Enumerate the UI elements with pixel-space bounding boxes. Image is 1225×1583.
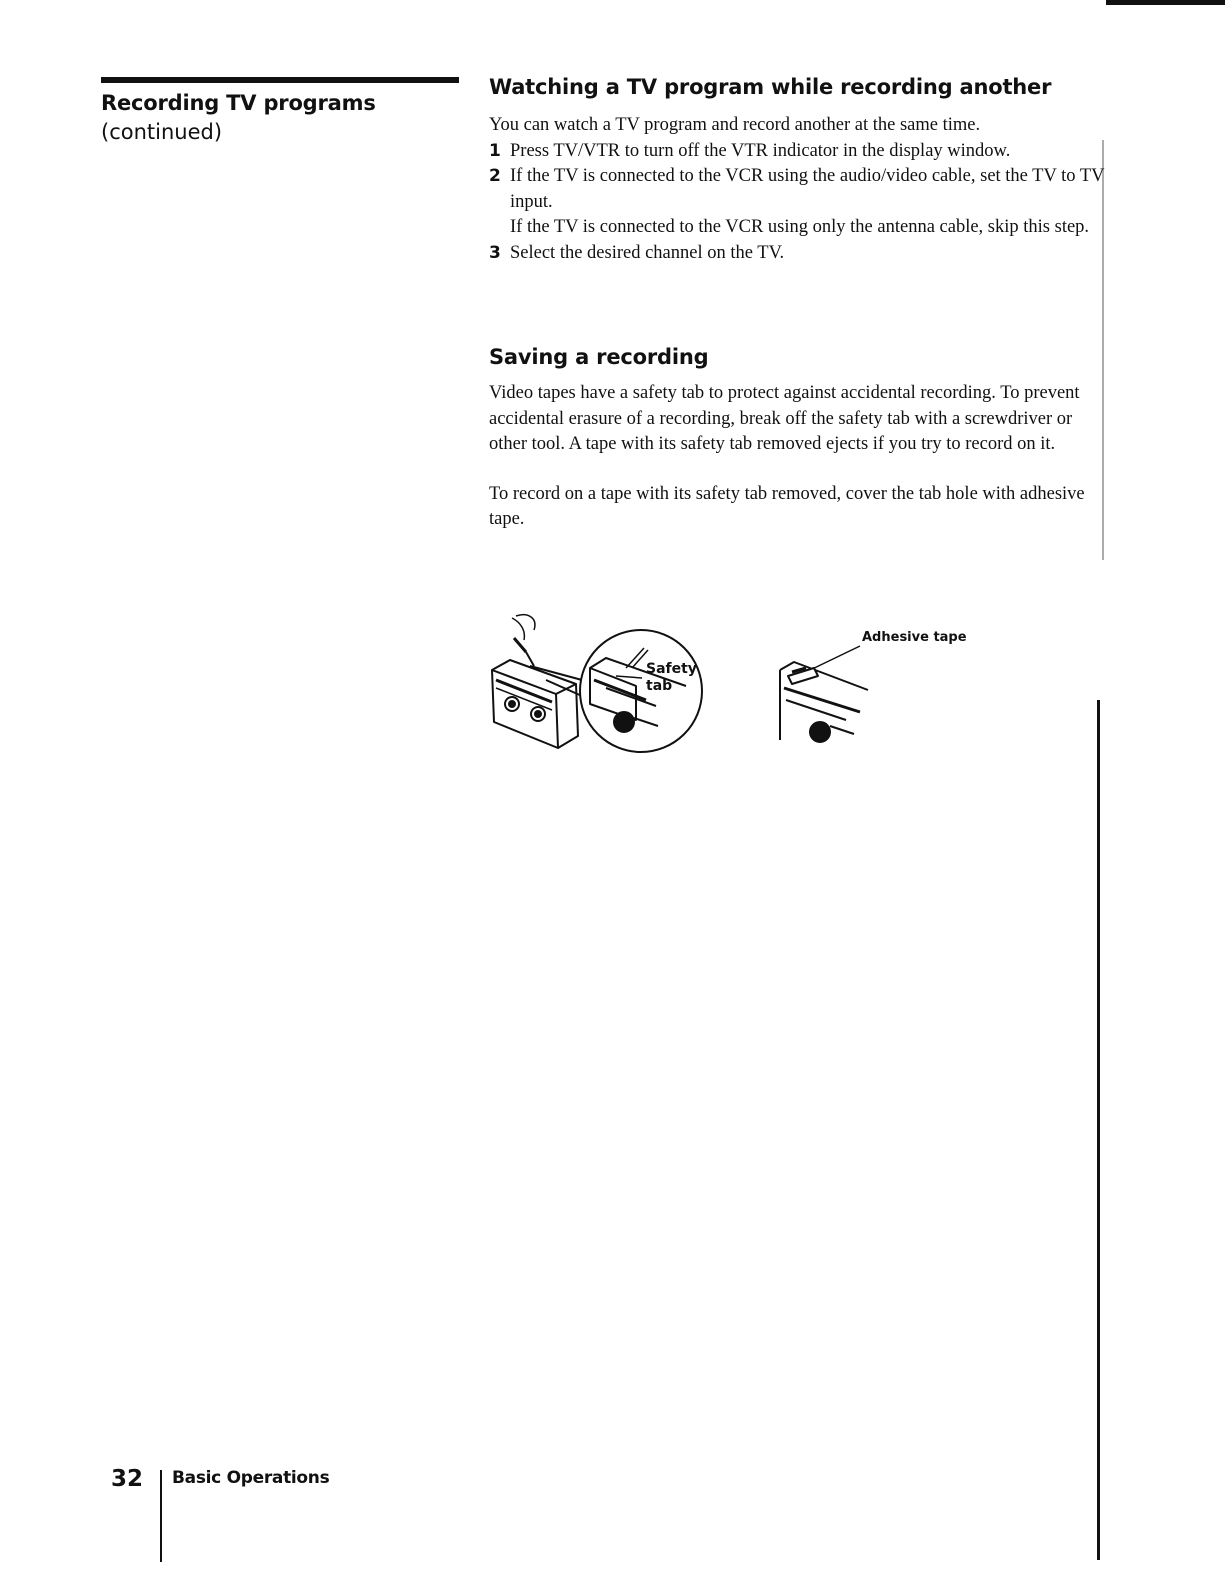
step-2 [489,164,1109,241]
footer-section-name: Basic Operations [172,1468,330,1488]
page-number: 32 [111,1466,144,1492]
step-number: 1 [489,140,501,161]
section-rule [101,77,459,83]
scan-edge-line [1097,700,1100,1560]
step-text: Select the desired channel on the TV. [510,242,785,263]
safety-label-line-1: Safety [646,661,697,677]
safety-label-line-2: tab [646,678,673,694]
watching-heading: Watching a TV program while recording another [489,75,1052,99]
watching-intro: You can watch a TV program and record another at the same time. [489,115,981,135]
step-extra-text: If the TV is connected to the VCR using only the antenna cable, skip this step. [510,217,1090,237]
step-3 [489,241,1109,267]
step-text: If the TV is connected to the VCR using the audio/video cable, set the TV to TV input. [510,166,1105,212]
section-title: Recording TV programs [101,91,376,115]
section-subtitle: (continued) [101,120,223,144]
footer-divider [160,1470,162,1562]
saving-paragraph-1: Video tapes have a safety tab to protect against accidental recording. To prevent accidental erasure of a recording, break off the safety tab with a screwdriver or other tool. A tape with its safety tab removed ejects if you try to record on it. [489,383,1080,454]
saving-section [489,343,1109,533]
saving-heading: Saving a recording [489,345,709,369]
adhesive-tape-label: Adhesive tape [862,630,967,645]
scan-edge-line [1102,140,1104,560]
watching-section [489,73,1109,266]
adhesive-tape-illustration [776,644,876,744]
scan-edge-line [1106,0,1225,5]
step-1 [489,139,1109,165]
step-text: Press TV/VTR to turn off the VTR indicator in the display window. [510,140,1011,161]
step-number: 2 [489,166,501,186]
safety-tab-label [646,661,697,695]
saving-paragraph-2: To record on a tape with its safety tab removed, cover the tab hole with adhesive tape. [489,483,1085,529]
step-number: 3 [489,242,501,263]
